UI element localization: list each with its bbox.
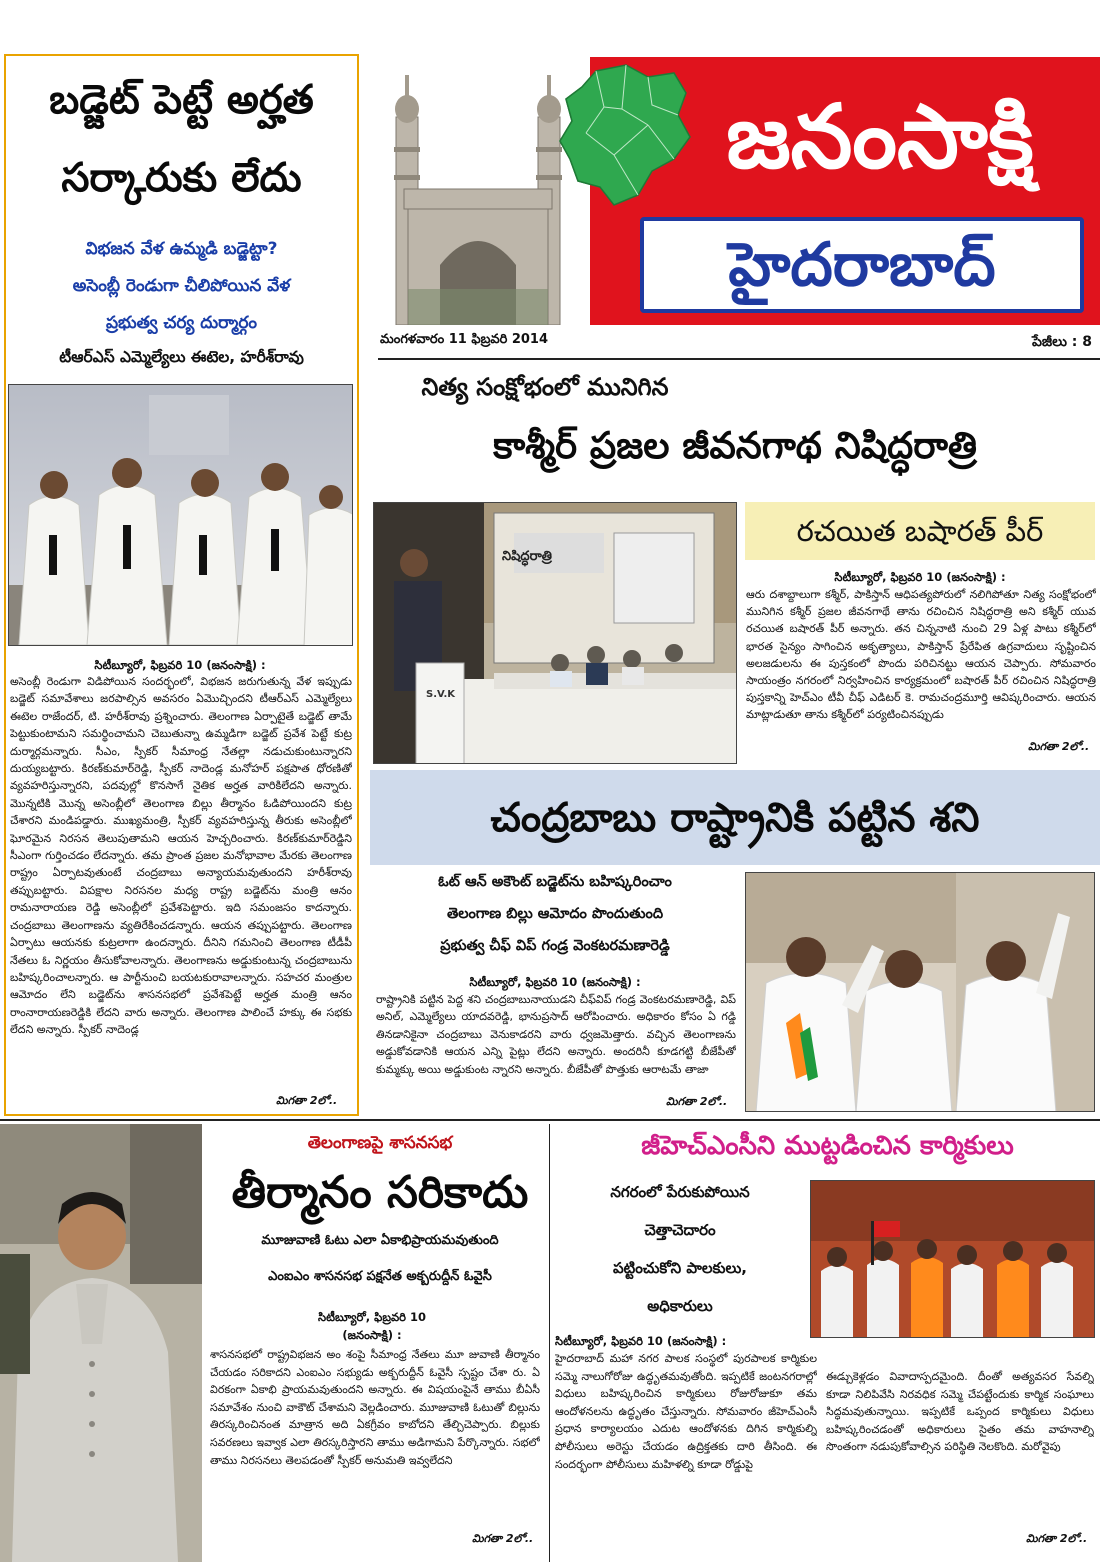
story3-dateline: సిటీబ్యూరో, ఫిబ్రవరి 10 (జనంసాక్షి) :	[469, 975, 641, 989]
story3-sub-2: తెలంగాణ బిల్లు ఆమోదం పొందుతుంది	[446, 906, 664, 922]
masthead-edition: హైదరాబాద్	[728, 230, 996, 300]
story1-sub-2: అసెంబ్లీ రెండుగా చీలిపోయిన వేళ	[72, 276, 291, 296]
story5-body-left: హైదరాబాద్ మహా నగర పాలక సంస్థలో పురపాలక కార్మికుల సమ్మె నాలుగోరోజు ఉద్ధృతమవుతోంది. ఇప్పటికే జంటనగరాల్లో విధులు బహిష్కరించిన కార్మికులు రోజురోజుకూ తమ ఆందోళనలను ఉద్ధృతం చేస్తున్నారు. సోమవారం జీహెచ్ఎంసీ ప్రధాన కార్యాలయం ఎదుట ఆందోళనకు దిగిన కార్మికుల్ని పోలీసులు అరెస్టు చేయడం ఉద్రిక్తతకు దారి తీసింది. ఈ సందర్భంగా పోలీసులు మహిళల్ని కూడా రోడ్డుపై	[555, 1352, 817, 1471]
owaisi-photo	[0, 1124, 202, 1562]
story5-body-right: ఈడ్చుకెళ్లడం వివాదాస్పదమైంది. దీంతో అత్యవసర సేవల్ని కూడా నిలిపివేసి నిరవధిక సమ్మె చేపట్టేందుకు కార్మిక సంఘాలు సిద్ధమవుతున్నాయి. ఇప్పటికే ఒప్పంద కార్మికులు విధులు బహిష్కరించడంతో అధికారులు సైతం తమ వాహనాల్ని సొంతంగా నడుపుకోవాల్సిన పరిస్థితి నెలకొంది. మరోవైపు	[826, 1370, 1094, 1454]
story1-sub-3: ప్రభుత్వ చర్య దుర్మార్గం	[105, 313, 258, 333]
story3-headline: చంద్రబాబు రాష్ట్రానికి పట్టిన శని	[490, 795, 980, 841]
lower-section-rule	[0, 1119, 1100, 1121]
story1-sub-1: విభజన వేళ ఉమ్మడి బడ్జెట్టా?	[85, 239, 278, 259]
book-release-photo	[374, 503, 737, 764]
story1-headline-line1: బడ్జెట్ పెట్టే అర్హత	[49, 77, 314, 123]
story1-sub-4: టీఆర్ఎస్ ఎమ్మెల్యేలు ఈటెల, హరీశ్‌రావు	[59, 348, 304, 366]
trs-mlas-photo	[9, 385, 353, 646]
story3-body: రాష్ట్రానికి పట్టిన పెద్ద శని చంద్రబాబునాయుడని చీఫ్‌విప్ గండ్ర వెంకటరమణారెడ్డి, విప్ అనిల్, ఎమ్మెల్యేలు యాదవరెడ్డి, భానుప్రసాద్ ఆరోపించారు. అధికారం కోసం ఏ గడ్డి తినడానికైనా చంద్రబాబు వెనుకాడరని వారు ధ్వజమెత్తారు. వచ్చిన తెలంగాణను అడ్డుకోవడానికి ఆయన ఎన్ని పైట్లు లేదని అన్నారు. అందరినీ కూడగట్టి బీజేపీతో కుమ్మక్కు అయి అడ్డుకుంట న్నారని అన్నారు. బీజేపీతో పొత్తుకు ఆరాటమే తాజా	[376, 993, 736, 1076]
story3-sub-1: ఓట్ ఆన్ అకౌంట్ బడ్జెట్‌ను బహిష్కరించాం	[438, 874, 672, 890]
masthead-rule	[378, 358, 1100, 360]
story4-headline: తీర్మానం సరికాదు	[231, 1167, 529, 1218]
story4-sub-2: ఎంఐఎం శాసనసభ పక్షనేత అక్బరుద్దీన్ ఓవైసీ	[268, 1269, 492, 1284]
charminar-image	[378, 57, 578, 325]
masthead-title: జనంసాక్షి	[726, 85, 1034, 188]
story2-kicker: నిత్య సంక్షోభంలో మునిగిన	[421, 373, 669, 401]
story3-photo	[745, 872, 1095, 1112]
story5-more[interactable]: మిగతా 2లో..	[1020, 1532, 1087, 1548]
story1-headline-line2: సర్కారుకు లేదు	[61, 155, 302, 201]
story2-photo-podium-label: S.V.K	[426, 689, 455, 700]
story2-photo	[373, 502, 737, 764]
story1-photo	[8, 384, 353, 646]
story3-sub-3: ప్రభుత్వ చీఫ్ విప్ గండ్ర వెంకటరమణారెడ్డి	[440, 938, 670, 954]
story5-sub-2: చెత్తాచెదారం	[644, 1221, 716, 1239]
story2-body: ఆరు దశాబ్దాలుగా కశ్మీర్, పాకిస్తాన్ ఆధిపత్యపోరులో నలిగిపోతూ నిత్య సంక్షోభంలో మునిగిన కశ్మీర్ ప్రజల జీవనగాథే తాను రచించిన నిషిద్ధరాత్రి అని కశ్మీర్ యువ రచయిత బషారత్ పీర్ అన్నారు. తన చిన్ననాటి నుంచి 29 ఏళ్ల పాటు కశ్మీర్‌లో భారత సైన్యం సాగించిన అకృత్యాలు, పాకిస్తాన్ ప్రేరేపిత ఉగ్రవాదులు సృష్టించిన అలజడులను ఈ పుస్తకంలో పొందు పరిచినట్టు ఆయన చెప్పారు. సోమవారం సాయంత్రం నగరంలో నిర్వహించిన కార్యక్రమంలో బషారత్ పీర్ రచించిన నిషిద్ధరాత్రి పుస్తకాన్ని హెచ్ఎం టీవీ చీఫ్ ఎడిటర్ కె. రామచంద్రమూర్తి ఆవిష్కరించారు. ఆయన మాట్లాడుతూ తాను కశ్మీర్‌లో పర్యటించినప్పుడు	[746, 588, 1096, 722]
story1-dateline: సిటీబ్యూరో, ఫిబ్రవరి 10 (జనంసాక్షి) :	[94, 658, 266, 672]
story1-body: అసెంబ్లీ రెండుగా విడిపోయిన సందర్భంలో, విభజన జరుగుతున్న వేళ ఇప్పుడు బడ్జెట్ సమావేశాలు జరపాల్సిన అవసరం ఏమొచ్చిందని టీఆర్ఎస్ ఎమ్మెల్యేలు ఈటెల రాజేందర్, టి. హరీశ్‌రావు ప్రశ్నించారు. తెలంగాణ ఏర్పాటైతే బడ్జెట్ తామే పెట్టుకుంటామని సమర్థించామని చెబుతున్నా ఉమ్మడిగా బడ్జెట్ ప్రవేశ పెట్టే కుట్ర దుర్మార్గమన్నారు. సీఎం, స్పీకర్ సీమాంధ్ర నేతల్లా నడుచుకుంటున్నారని దుయ్యబట్టారు. కిరణ్‌కుమార్‌రెడ్డి, స్పీకర్ నాదెండ్ల మనోహర్ పక్షపాత ధోరణితో వ్యవహరిస్తున్నారని, పదవుల్లో కొనసాగే నైతిక అర్హత వారికిలేదని అన్నారు. మొన్నటికి మొన్న అసెంబ్లీలో తెలంగాణ బిల్లు తీర్మానం ఓడిపోయిందని కుట్ర చేశారని మండిపడ్డారు. ముఖ్యమంత్రి, స్పీకర్ వ్యవహరిస్తున్న తీరుకు అసెంబ్లీలో ఘోరమైన నిరసన తెలుపుతామని ఆయన హెచ్చరించారు. కిరణ్‌కుమార్‌రెడ్డిని సీఎంగా గుర్తించడం లేదన్నారు. తమ ప్రాంత ప్రజల మనోభావాల మేరకు తెలంగాణ రాష్ట్రం ఏర్పాటవుతుంటే చంద్రబాబు అన్యాయమవుతుందని హరీశ్‌రావు తప్పుబట్టారు. విపక్షాల నిరసనల మధ్య రాష్ట్ర బడ్జెట్‌ను మంత్రి ఆనం రామనారాయణ రెడ్డి అసెంబ్లీలో ప్రవేశపెట్టారు. ఇది సమంజసం కాదన్నారు. చంద్రబాబు తెలంగాణను వ్యతిరేకించడన్నారు. ఆయన తప్పుపట్టారు. తెలంగాణ ఏర్పాటు ఆయనకు కుట్రలాగా ఉందన్నారు. దీనిని గమనించి తెలంగాణ టీడీపీ నేతలు ఓ నిర్ణయం తీసుకోవాలన్నారు. తెలంగాణను అడ్డుకుంటున్న చంద్రబాబును బహిష్కరించాలన్నారు. ఆ పార్టీనుంచి బయటకురావాలన్నారు. సహచర మంత్రుల ఆమోదం లేని బడ్జెట్‌ను శాసనసభలో ప్రవేశపెట్టే అర్హత మంత్రి ఆనం రాంనారాయణరెడ్డికి లేదని వారు అన్నారు. తెలంగాణ పాలించే హక్కు ఈ సభకు లేదని అన్నారు. స్పీకర్ నాదెండ్ల	[10, 675, 352, 1037]
story2-headline: కాశ్మీర్ ప్రజల జీవనగాథ నిషిద్ధరాత్రి	[493, 424, 977, 467]
whips-protest-photo	[746, 873, 1095, 1112]
masthead-date: మంగళవారం 11 ఫిబ్రవరి 2014	[380, 332, 549, 347]
story4-photo	[0, 1124, 202, 1562]
story4-dateline: సిటీబ్యూరో, ఫిబ్రవరి 10 (జనంసాక్షి) :	[318, 1310, 426, 1342]
story5-sub-4: అధికారులు	[647, 1297, 713, 1315]
story2-author: రచయిత బషారత్ పీర్	[796, 514, 1044, 548]
masthead	[378, 57, 1100, 325]
story4-kicker: తెలంగాణపై శాసనసభ	[307, 1133, 453, 1153]
story1-more[interactable]: మిగతా 2లో..	[270, 1094, 337, 1110]
story5-headline: జీహెచ్ఎంసీని ముట్టడించిన కార్మికులు	[641, 1131, 1014, 1161]
masthead-pages: పేజీలు : 8	[1031, 334, 1092, 350]
ghmc-workers-photo	[811, 1181, 1095, 1338]
story2-dateline: సిటీబ్యూరో, ఫిబ్రవరి 10 (జనంసాక్షి) :	[834, 570, 1006, 584]
story5-photo	[810, 1180, 1095, 1338]
story2-photo-banner: నిషిద్ధరాత్రి	[502, 549, 552, 564]
story5-sub-1: నగరంలో పేరుకుపోయిన	[610, 1183, 750, 1201]
column-rule-lower	[549, 1124, 550, 1562]
story4-body: శాసనసభలో రాష్ట్రవిభజన అం శంపై సీమాంధ్ర నేతలు మూ జువాణి తీర్మానం చేయడం సరికాదని ఎంఐఎం సభ్యుడు అక్బరుద్దీన్ ఓవైసీ స్పష్టం చేశా రు. ఏ విరకంగా ఏకాభి ప్రాయమవుతుందని అన్నారు. ఈ విషయంపైనే తాము బీఏసీ సమావేశం నుంచి వాకౌట్ చేశామని వెల్లడించారు. మూజువాణి ఓటుతో బిల్లును తిరస్కరించినంత మాత్రాన అది ఏకగ్రీవం కాబోదని తేల్చిచెప్పారు. బిల్లుకు సవరణలు ఇవ్వాక ఎలా తిరస్కరిస్తారని తాము అడిగామని పేర్కొన్నారు. సభలో తాము నిరసనలు తెలపడంతో స్పీకర్ అనుమతి ఇవ్వలేదని	[210, 1348, 540, 1467]
story5-dateline: సిటీబ్యూరో, ఫిబ్రవరి 10 (జనంసాక్షి) :	[555, 1334, 727, 1348]
story3-more[interactable]: మిగతా 2లో..	[660, 1095, 727, 1111]
story5-sub-3: పట్టించుకోని పాలకులు,	[612, 1259, 748, 1277]
story4-sub-1: మూజువాణి ఓటు ఎలా ఏకాభిప్రాయమవుతుంది	[261, 1233, 499, 1248]
story2-more[interactable]: మిగతా 2లో..	[1022, 740, 1089, 756]
story4-more[interactable]: మిగతా 2లో..	[466, 1532, 533, 1548]
